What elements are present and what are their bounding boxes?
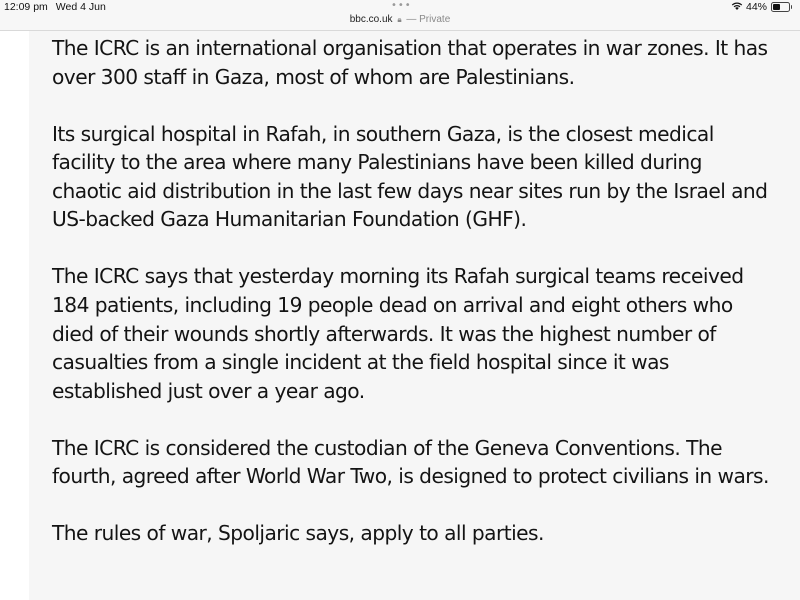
clock [4, 1, 106, 13]
date-label: Wed 4 Jun [55, 1, 106, 13]
paragraph: Its surgical hospital in Rafah, in southern Gaza, is the closest medical facility to the area where many Palestinians have been killed during chaotic aid distribution in the last few days near sites run by the Israel and US-backed Gaza Humanitarian Foundation (GHF). [52, 121, 768, 232]
time-label: 12:09 pm [4, 1, 48, 13]
article-text [52, 34, 772, 576]
battery-percent: 44% [745, 1, 767, 13]
paragraph: The rules of war, Spoljaric says, apply to all parties. [52, 521, 544, 546]
address-bar[interactable] [0, 14, 800, 25]
wifi-icon [731, 1, 743, 13]
lock-icon: 🔒︎ [397, 15, 402, 24]
status-bar [0, 0, 800, 31]
more-icon[interactable]: ••• [391, 0, 412, 11]
battery-icon [771, 2, 790, 12]
paragraph: The ICRC is an international organisation that operates in war zones. It has over 300 staff in Gaza, most of whom are Palestinians. [52, 36, 768, 89]
paragraph: The ICRC says that yesterday morning its Rafah surgical teams received 184 patients, including 19 people dead on arrival and eight others who died of their wounds shortly afterwards. It was the highest number of casualties from a single incident at the field hospital since it was established just over a year ago. [52, 264, 744, 403]
article-body [29, 31, 800, 600]
url-text: bbc.co.uk [349, 14, 393, 25]
status-right [731, 1, 790, 13]
paragraph: The ICRC is considered the custodian of the Geneva Conventions. The fourth, agreed after World War Two, is designed to protect civilians in wars. [52, 435, 769, 489]
private-mode-label: — Private [406, 14, 451, 25]
